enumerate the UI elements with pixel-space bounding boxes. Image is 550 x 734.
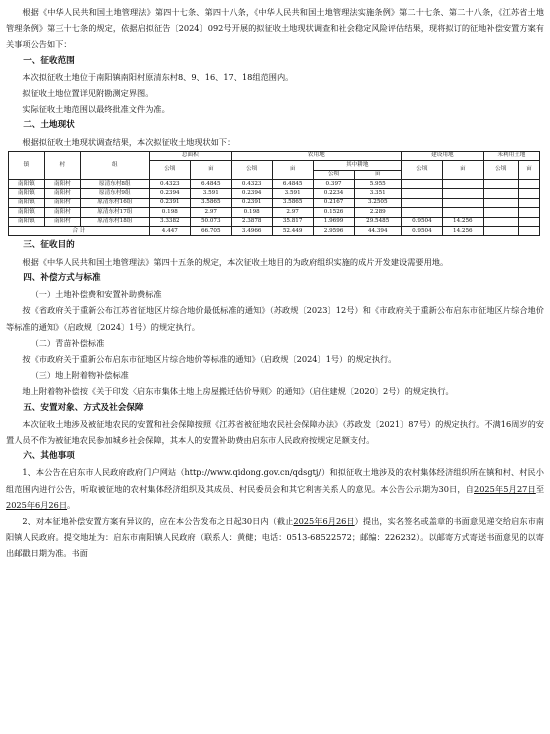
table-row [9, 217, 540, 226]
table-cell [518, 208, 539, 217]
header-group: 组 [80, 151, 149, 179]
table-cell: 3.3382 [149, 217, 190, 226]
table-cell: 0.9504 [401, 227, 442, 236]
section-6-paragraph-2 [6, 513, 544, 562]
table-cell: 0.4323 [231, 180, 272, 189]
text-run: 至 [535, 483, 545, 494]
section-6-heading: 六、其他事项 [23, 451, 75, 462]
website-link[interactable]: http://www.qidong.gov.cn/qdsgtj/ [184, 467, 322, 478]
unit-ha: 公顷 [313, 170, 354, 179]
text-run: ）提出，实名签名或盖章的书面意见递交给启东市南阳镇人民政府。提交地址为：启东市南阳镇人民政府（联系人：黄健；电话：0513-68522572；邮编：226232）。以邮寄方式寄送书面意见的以寄出邮戳日期为准。书面 [6, 515, 544, 559]
table-cell: 南阳镇 [9, 189, 45, 198]
section-2-paragraph-1: 根据拟征收土地现状调查结果，本次拟征收土地现状如下： [22, 136, 236, 147]
table-cell [483, 189, 518, 198]
table-cell: 南阳村 [44, 180, 80, 189]
table-cell: 原清东村17组 [80, 208, 149, 217]
table-cell: 3.5865 [190, 198, 231, 207]
table-cell: 6.4845 [190, 180, 231, 189]
unit-mu: 亩 [442, 161, 483, 180]
table-cell: 0.2394 [231, 189, 272, 198]
table-cell: 4.447 [149, 227, 190, 236]
table-cell [442, 198, 483, 207]
table-cell: 0.198 [149, 208, 190, 217]
table-cell: 2.97 [272, 208, 313, 217]
table-cell: 0.9504 [401, 217, 442, 226]
table-cell: 原清东村8组 [80, 180, 149, 189]
table-cell [518, 189, 539, 198]
table-cell: 50.073 [190, 217, 231, 226]
unit-mu: 亩 [354, 170, 401, 179]
objection-deadline-date: 2025年6月26日 [293, 515, 355, 526]
unit-mu: 亩 [518, 161, 539, 180]
unit-ha: 公顷 [483, 161, 518, 180]
table-cell [483, 208, 518, 217]
table-cell: 35.817 [272, 217, 313, 226]
table-cell: 0.4323 [149, 180, 190, 189]
unit-ha: 公顷 [149, 161, 190, 180]
table-cell: 3.4966 [231, 227, 272, 236]
header-arable-land: 其中耕地 [313, 161, 401, 170]
unit-mu: 亩 [190, 161, 231, 180]
table-cell: 原清东村9组 [80, 189, 149, 198]
unit-ha: 公顷 [231, 161, 272, 180]
total-label: 合 计 [9, 227, 150, 236]
header-farmland: 农用地 [231, 151, 401, 160]
table-cell: 原清东村18组 [80, 217, 149, 226]
section-4-paragraph-3: 地上附着物补偿按《关于印发〈启东市集体土地上房屋搬迁估价导则〉的通知》（启住建规〔2020〕2号）的规定执行。 [22, 386, 454, 397]
publicity-end-date: 2025年6月26日 [6, 499, 68, 510]
table-cell: 南阳镇 [9, 208, 45, 217]
text-run: 1、本公告在启东市人民政府政府门户网站（ [22, 467, 185, 478]
section-1-paragraph-1: 本次拟征收土地位于南阳镇南阳村原清东村8、9、16、17、18组范围内。 [22, 71, 294, 82]
land-status-table [8, 151, 540, 237]
table-cell [401, 180, 442, 189]
table-cell: 14.256 [442, 217, 483, 226]
section-4-paragraph-2: 按《市政府关于重新公布启东市征地区片综合地价等标准的通知》（启政规〔2024〕1号）的规定执行。 [22, 353, 397, 364]
table-cell [518, 217, 539, 226]
table-row [9, 198, 540, 207]
table-cell: 南阳村 [44, 208, 80, 217]
section-6-paragraph-1 [6, 464, 544, 513]
table-cell: 3.5865 [272, 198, 313, 207]
table-cell: 0.397 [313, 180, 354, 189]
table-cell: 2.9596 [313, 227, 354, 236]
table-cell: 66.705 [190, 227, 231, 236]
header-village: 村 [44, 151, 80, 179]
text-run: 2、对本征地补偿安置方案有异议的，应在本公告发布之日起30日内（截止 [22, 515, 294, 526]
table-cell: 南阳镇 [9, 180, 45, 189]
table-cell: 0.2391 [149, 198, 190, 207]
header-construction-land: 建设用地 [401, 151, 483, 160]
section-4-paragraph-1: 按《省政府关于重新公布江苏省征地区片综合地价最低标准的通知》（苏政规〔2023〕12号）和《市政府关于重新公布启东市征地区片综合地价等标准的通知》（启政规〔2024〕1号）的规定执行。 [6, 305, 544, 332]
table-cell: 5.955 [354, 180, 401, 189]
text-run: 。 [67, 499, 76, 510]
section-1-heading: 一、征收范围 [23, 55, 75, 66]
table-cell [518, 227, 539, 236]
table-cell: 2.3878 [231, 217, 272, 226]
section-4-heading: 四、补偿方式与标准 [23, 272, 101, 283]
table-cell: 6.4845 [272, 180, 313, 189]
header-unused-land: 未利用土地 [483, 151, 539, 160]
table-cell: 南阳村 [44, 198, 80, 207]
table-row [9, 180, 540, 189]
section-4-sub-2: （二）青苗补偿标准 [30, 337, 105, 348]
section-1-paragraph-2: 拟征收土地位置详见附勘测定界图。 [22, 88, 154, 99]
table-cell [518, 180, 539, 189]
table-cell: 3.2505 [354, 198, 401, 207]
table-cell: 2.289 [354, 208, 401, 217]
table-cell: 南阳村 [44, 217, 80, 226]
table-cell: 14.256 [442, 227, 483, 236]
table-cell: 2.97 [190, 208, 231, 217]
table-cell [442, 189, 483, 198]
table-cell: 南阳镇 [9, 217, 45, 226]
table-cell [401, 189, 442, 198]
unit-mu: 亩 [272, 161, 313, 180]
table-cell [442, 180, 483, 189]
table-cell: 南阳村 [44, 189, 80, 198]
table-cell: 3.591 [272, 189, 313, 198]
table-cell: 0.1526 [313, 208, 354, 217]
table-total-row [9, 227, 540, 236]
section-2-heading: 二、土地现状 [23, 120, 75, 131]
section-4-sub-3: （三）地上附着物补偿标准 [30, 370, 129, 381]
table-cell: 南阳镇 [9, 198, 45, 207]
section-4-sub-1: （一）土地补偿费和安置补助费标准 [30, 289, 162, 300]
table-cell [442, 208, 483, 217]
intro-paragraph: 根据《中华人民共和国土地管理法》第四十七条、第四十八条，《中华人民共和国土地管理法实施条例》第二十七条、第二十八条，《江苏省土地管理条例》第三十七条的规定，依据启拟征告〔2024〕092号开展的拟征收土地现状调查和社会稳定风险评估结果，现将拟订的征地补偿安置方案有关事项公告如下： [6, 7, 544, 50]
table-cell [483, 198, 518, 207]
section-5-heading: 五、安置对象、方式及社会保障 [23, 402, 144, 413]
table-cell: 29.5485 [354, 217, 401, 226]
header-town: 镇 [9, 151, 45, 179]
section-1-paragraph-3: 实际征收土地范围以最终批准文件为准。 [22, 104, 170, 115]
table-cell [401, 208, 442, 217]
table-cell: 0.2167 [313, 198, 354, 207]
table-cell: 3.591 [190, 189, 231, 198]
table-cell: 3.351 [354, 189, 401, 198]
table-row [9, 208, 540, 217]
section-5-paragraph-1: 本次征收土地涉及被征地农民的安置和社会保障按照《江苏省被征地农民社会保障办法》（苏政发〔2021〕87号）的规定执行。不满16周岁的安置人员不作为被征地农民参加城乡社会保障，其本人的安置补助费由启东市人民政府按规定足额支付。 [6, 418, 544, 445]
table-row [9, 189, 540, 198]
table-cell: 0.198 [231, 208, 272, 217]
text-run: ）和拟征收土地涉及的农村集体经济组织所在镇和村、村民小组范围内进行公告，听取被征地的农村集体经济组织及其成员、村民委员会和其它利害关系人的意见。本公告公示期为30日，自 [6, 467, 544, 494]
section-3-paragraph-1: 根据《中华人民共和国土地管理法》第四十五条的规定，本次征收土地目的为政府组织实施的成片开发建设需要用地。 [22, 256, 449, 267]
publicity-start-date: 2025年5月27日 [474, 483, 536, 494]
table-cell [483, 227, 518, 236]
table-cell: 0.2234 [313, 189, 354, 198]
table-cell: 0.2391 [231, 198, 272, 207]
table-cell: 52.449 [272, 227, 313, 236]
table-cell: 1.9699 [313, 217, 354, 226]
table-cell [483, 180, 518, 189]
section-3-heading: 三、征收目的 [23, 240, 75, 251]
table-cell: 0.2394 [149, 189, 190, 198]
header-total-area: 总面积 [149, 151, 231, 160]
unit-ha: 公顷 [401, 161, 442, 180]
table-cell [518, 198, 539, 207]
table-cell [483, 217, 518, 226]
table-cell: 44.394 [354, 227, 401, 236]
table-cell [401, 198, 442, 207]
table-cell: 原清东村16组 [80, 198, 149, 207]
